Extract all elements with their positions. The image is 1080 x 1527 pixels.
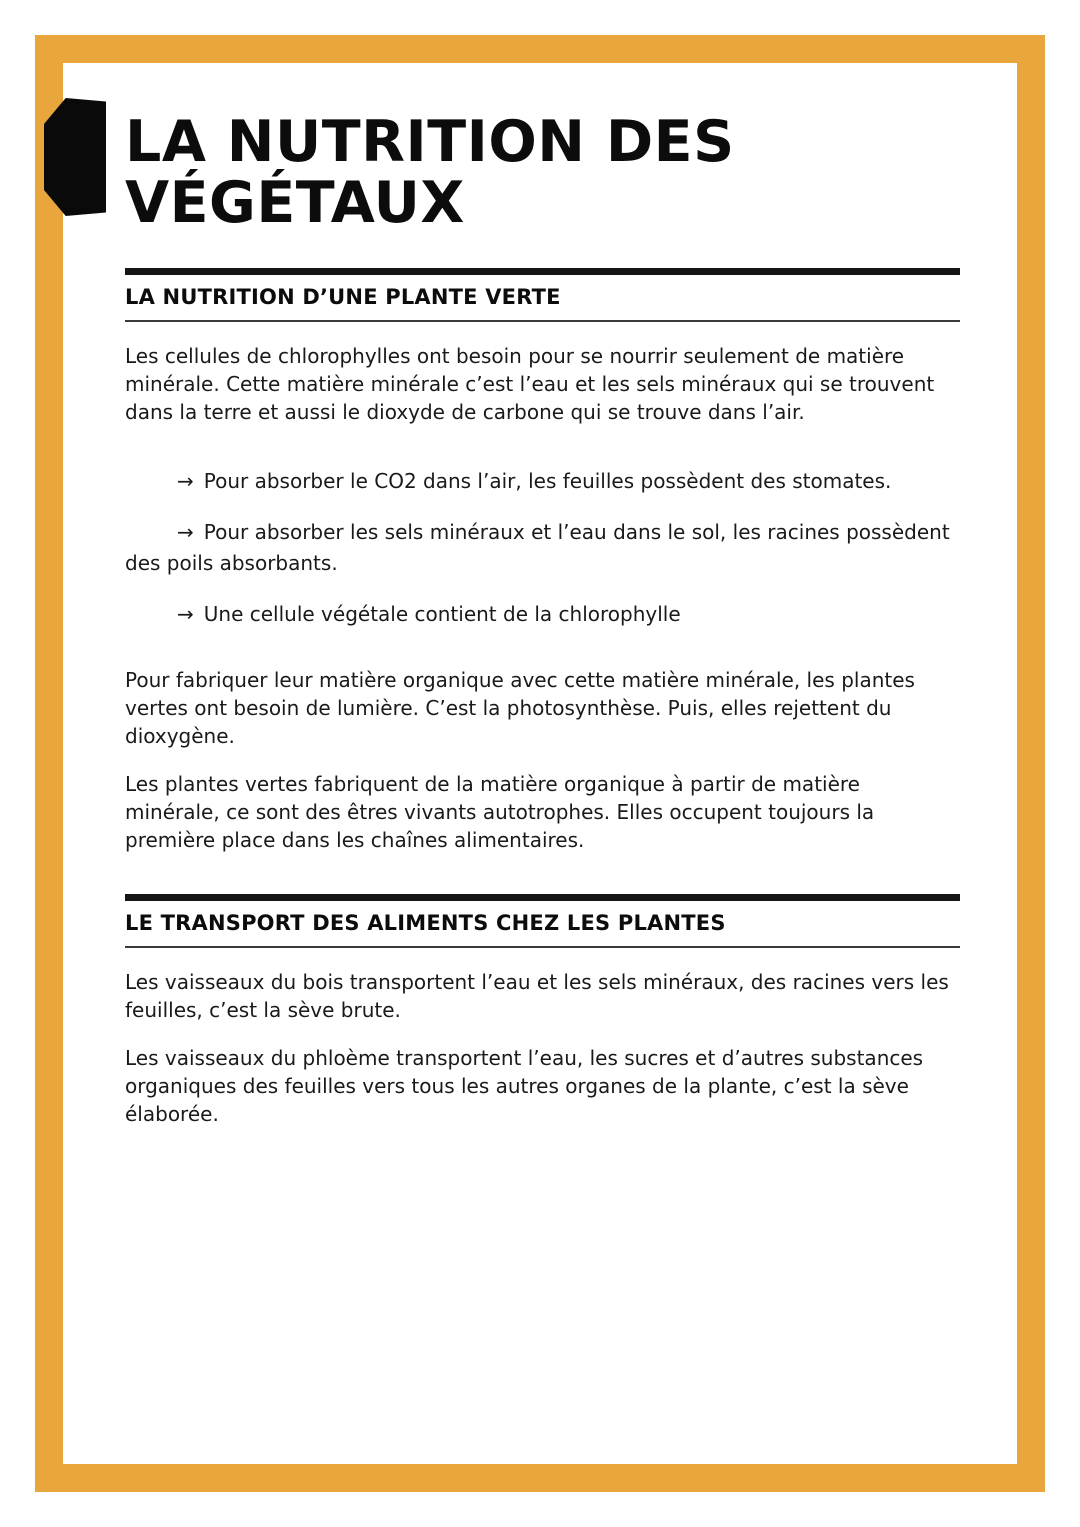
bullet-text: Pour absorber les sels minéraux et l’eau dans le sol, les racines possèdent des poils absorbants.: [125, 519, 950, 575]
bullet-list: [125, 466, 960, 630]
section-heading: LE TRANSPORT DES ALIMENTS CHEZ LES PLANTES: [125, 894, 960, 948]
section-transport-aliments: [125, 894, 960, 1128]
arrow-icon: →: [177, 519, 194, 544]
paragraph: Les vaisseaux du phloème transportent l’eau, les sucres et d’autres substances organiques des feuilles vers tous les autres organes de la plante, c’est la sève élaborée.: [125, 1045, 924, 1126]
paragraph: Les plantes vertes fabriquent de la matière organique à partir de matière minérale, ce sont des êtres vivants autotrophes. Elles occupent toujours la première place dans les chaînes alimentaires.: [125, 771, 875, 852]
arrow-icon: →: [177, 468, 194, 493]
paragraph: Les vaisseaux du bois transportent l’eau et les sels minéraux, des racines vers les feuilles, c’est la sève brute.: [125, 969, 949, 1022]
bullet-item: [125, 599, 960, 630]
section-nutrition-plante-verte: [125, 268, 960, 854]
bullet-item: [125, 466, 960, 497]
bullet-item: [125, 517, 960, 579]
section-heading: LA NUTRITION D’UNE PLANTE VERTE: [125, 268, 960, 322]
paragraph: Pour fabriquer leur matière organique avec cette matière minérale, les plantes vertes ont besoin de lumière. C’est la photosynthèse. Puis, elles rejettent du dioxygène.: [125, 667, 915, 748]
arrow-icon: →: [177, 601, 194, 626]
content: [125, 109, 960, 1168]
bullet-text: Une cellule végétale contient de la chlorophylle: [203, 601, 681, 626]
bullet-text: Pour absorber le CO2 dans l’air, les feuilles possèdent des stomates.: [203, 468, 892, 493]
bookmark-ribbon-icon: [44, 98, 106, 216]
paragraph-intro: Les cellules de chlorophylles ont besoin pour se nourrir seulement de matière minérale. Cette matière minérale c’est l’eau et les sels minéraux qui se trouvent dans la terre et aussi le dioxyde de carbone qui se trouve dans l’air.: [125, 343, 935, 424]
page-title: LA NUTRITION DES VÉGÉTAUX: [125, 109, 735, 236]
